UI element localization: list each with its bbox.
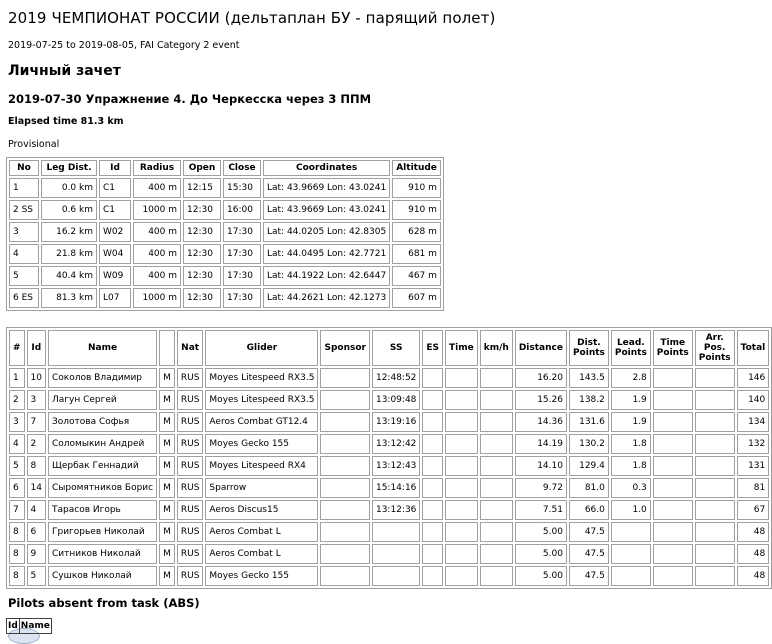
table-row [9, 522, 769, 542]
table-cell: 1.0 [611, 500, 651, 520]
column-header: Glider [205, 330, 318, 366]
table-cell: 14.19 [515, 434, 567, 454]
column-header: Id [7, 619, 20, 634]
table-cell: 143.5 [569, 368, 609, 388]
table-cell: Aeros Combat GT12.4 [205, 412, 318, 432]
table-cell [422, 522, 443, 542]
table-cell: 13:09:48 [372, 390, 420, 410]
table-row [9, 434, 769, 454]
table-cell [480, 544, 513, 564]
table-row [9, 200, 441, 220]
table-cell: 2 SS [9, 200, 39, 220]
table-cell: 400 m [133, 178, 181, 198]
table-cell: 47.5 [569, 566, 609, 586]
table-cell: 2.8 [611, 368, 651, 388]
column-header: Leg Dist. [41, 160, 97, 176]
table-cell [320, 456, 370, 476]
column-header: # [9, 330, 25, 366]
table-cell: 21.8 km [41, 244, 97, 264]
table-cell: W02 [99, 222, 131, 242]
table-cell: 9 [27, 544, 46, 564]
table-cell: 3 [9, 412, 25, 432]
section-title: Личный зачет [8, 63, 121, 79]
table-cell [653, 478, 693, 498]
table-cell: M [159, 412, 175, 432]
table-cell: M [159, 522, 175, 542]
table-cell: 5.00 [515, 544, 567, 564]
table-cell: RUS [177, 368, 204, 388]
table-cell [422, 544, 443, 564]
table-cell [422, 434, 443, 454]
table-cell: 13:12:43 [372, 456, 420, 476]
column-header: Arr. Pos. Points [695, 330, 735, 366]
event-dates: 2019-07-25 to 2019-08-05, FAI Category 2 event [8, 40, 240, 51]
page-title: 2019 ЧЕМПИОНАТ РОССИИ (дельтаплан БУ - парящий полет) [8, 9, 496, 27]
table-cell: Сушков Николай [48, 566, 157, 586]
table-cell [653, 500, 693, 520]
table-cell: RUS [177, 566, 204, 586]
table-row [9, 244, 441, 264]
table-cell: 12:48:52 [372, 368, 420, 388]
table-cell: 138.2 [569, 390, 609, 410]
table-cell [480, 412, 513, 432]
table-cell: 12:15 [183, 178, 221, 198]
table-cell: 7 [27, 412, 46, 432]
table-cell: 17:30 [223, 288, 261, 308]
table-cell [320, 412, 370, 432]
table-cell [653, 434, 693, 454]
table-cell [320, 478, 370, 498]
table-row [9, 566, 769, 586]
table-cell [320, 522, 370, 542]
table-cell: 81 [737, 478, 770, 498]
table-cell [445, 500, 478, 520]
table-cell: 134 [737, 412, 770, 432]
table-cell: 40.4 km [41, 266, 97, 286]
table-row [9, 500, 769, 520]
column-header: No [9, 160, 39, 176]
table-cell: RUS [177, 544, 204, 564]
status-label: Provisional [8, 139, 60, 150]
table-cell: 6 ES [9, 288, 39, 308]
table-cell: 6 [9, 478, 25, 498]
table-row [9, 178, 441, 198]
table-cell: Lat: 44.1922 Lon: 42.6447 [263, 266, 390, 286]
table-cell: 3 [27, 390, 46, 410]
table-cell [695, 566, 735, 586]
table-cell: C1 [99, 200, 131, 220]
column-header: Nat [177, 330, 204, 366]
table-cell: 1.9 [611, 390, 651, 410]
column-header: Id [27, 330, 46, 366]
column-header: Time [445, 330, 478, 366]
table-cell: 467 m [392, 266, 441, 286]
table-cell: Aeros Combat L [205, 544, 318, 564]
table-cell [445, 368, 478, 388]
column-header: Open [183, 160, 221, 176]
table-cell [611, 522, 651, 542]
table-cell: Lat: 44.0205 Lon: 42.8305 [263, 222, 390, 242]
table-cell [480, 522, 513, 542]
table-cell: Тарасов Игорь [48, 500, 157, 520]
table-cell: 48 [737, 566, 770, 586]
turnpoints-table [6, 157, 444, 311]
table-row [9, 456, 769, 476]
table-cell: 13:12:42 [372, 434, 420, 454]
table-cell: RUS [177, 522, 204, 542]
table-cell: W04 [99, 244, 131, 264]
table-cell: M [159, 434, 175, 454]
column-header: Sponsor [320, 330, 370, 366]
table-cell: Aeros Combat L [205, 522, 318, 542]
table-cell [445, 412, 478, 432]
table-row [9, 478, 769, 498]
table-cell: 14.10 [515, 456, 567, 476]
table-cell: 2 [9, 390, 25, 410]
table-cell [480, 500, 513, 520]
table-cell [611, 566, 651, 586]
column-header: Radius [133, 160, 181, 176]
table-cell [653, 544, 693, 564]
table-cell [422, 456, 443, 476]
table-cell: 13:19:16 [372, 412, 420, 432]
table-row [9, 222, 441, 242]
elapsed-time: Elapsed time 81.3 km [8, 116, 124, 127]
table-cell: 66.0 [569, 500, 609, 520]
table-cell [480, 434, 513, 454]
table-cell [372, 544, 420, 564]
table-cell [372, 566, 420, 586]
table-row [9, 544, 769, 564]
table-cell: Lat: 43.9669 Lon: 43.0241 [263, 200, 390, 220]
table-cell: 12:30 [183, 222, 221, 242]
table-cell [320, 544, 370, 564]
table-cell: 5.00 [515, 566, 567, 586]
table-cell: 910 m [392, 178, 441, 198]
table-cell: Moyes Litespeed RX4 [205, 456, 318, 476]
table-cell: 4 [27, 500, 46, 520]
table-cell: 17:30 [223, 222, 261, 242]
table-cell: 681 m [392, 244, 441, 264]
table-cell: Moyes Gecko 155 [205, 434, 318, 454]
table-cell: Lat: 44.2621 Lon: 42.1273 [263, 288, 390, 308]
table-cell [480, 566, 513, 586]
table-cell: RUS [177, 412, 204, 432]
table-cell [320, 566, 370, 586]
table-cell: RUS [177, 478, 204, 498]
table-cell [445, 390, 478, 410]
table-cell: 17:30 [223, 266, 261, 286]
table-cell: 67 [737, 500, 770, 520]
table-cell [695, 522, 735, 542]
table-row [9, 412, 769, 432]
table-cell [653, 522, 693, 542]
table-cell [695, 478, 735, 498]
table-cell: M [159, 478, 175, 498]
table-cell: 16:00 [223, 200, 261, 220]
table-cell: 48 [737, 522, 770, 542]
table-cell: 1000 m [133, 288, 181, 308]
turnpoints-body [9, 178, 441, 308]
table-cell: 81.3 km [41, 288, 97, 308]
table-cell [320, 390, 370, 410]
column-header: km/h [480, 330, 513, 366]
table-cell [695, 434, 735, 454]
table-cell: 1 [9, 368, 25, 388]
table-cell: 17:30 [223, 244, 261, 264]
table-cell: 400 m [133, 244, 181, 264]
table-cell [480, 390, 513, 410]
table-cell: 131 [737, 456, 770, 476]
task-title: 2019-07-30 Упражнение 4. До Черкесска через 3 ППМ [8, 92, 372, 106]
table-cell: 0.3 [611, 478, 651, 498]
table-cell: Moyes Gecko 155 [205, 566, 318, 586]
table-cell: 13:12:36 [372, 500, 420, 520]
table-cell [695, 390, 735, 410]
table-cell: 7 [9, 500, 25, 520]
table-cell [422, 500, 443, 520]
table-cell: C1 [99, 178, 131, 198]
table-cell [320, 500, 370, 520]
table-cell: 129.4 [569, 456, 609, 476]
table-cell: Lat: 44.0495 Lon: 42.7721 [263, 244, 390, 264]
table-cell: 7.51 [515, 500, 567, 520]
table-cell [653, 456, 693, 476]
table-cell: 1.9 [611, 412, 651, 432]
absent-header-row [7, 619, 52, 634]
table-cell [695, 368, 735, 388]
table-cell [445, 478, 478, 498]
table-cell [653, 566, 693, 586]
table-cell: 910 m [392, 200, 441, 220]
table-cell: 140 [737, 390, 770, 410]
table-cell: 628 m [392, 222, 441, 242]
table-cell: 3 [9, 222, 39, 242]
table-cell: 5 [9, 456, 25, 476]
table-cell: 2 [27, 434, 46, 454]
table-cell: Moyes Litespeed RX3.5 [205, 368, 318, 388]
table-cell: 47.5 [569, 522, 609, 542]
table-row [9, 390, 769, 410]
table-cell: 5 [27, 566, 46, 586]
table-cell [445, 522, 478, 542]
column-header: Total [737, 330, 770, 366]
table-cell: Сыромятников Борис [48, 478, 157, 498]
table-cell [695, 456, 735, 476]
table-cell: 12:30 [183, 266, 221, 286]
column-header: Name [19, 619, 51, 634]
table-cell: 48 [737, 544, 770, 564]
table-cell: 16.2 km [41, 222, 97, 242]
table-cell: Lat: 43.9669 Lon: 43.0241 [263, 178, 390, 198]
table-cell: Золотова Софья [48, 412, 157, 432]
table-cell: M [159, 566, 175, 586]
table-cell: 12:30 [183, 244, 221, 264]
table-cell [445, 434, 478, 454]
table-cell: 5.00 [515, 522, 567, 542]
table-cell: 5 [9, 266, 39, 286]
table-cell: 4 [9, 244, 39, 264]
table-cell: 8 [27, 456, 46, 476]
table-cell: 81.0 [569, 478, 609, 498]
table-row [9, 288, 441, 308]
table-cell: Moyes Litespeed RX3.5 [205, 390, 318, 410]
column-header: Time Points [653, 330, 693, 366]
results-body [9, 368, 769, 586]
table-cell: 0.6 km [41, 200, 97, 220]
table-cell: 400 m [133, 266, 181, 286]
table-cell: 15:14:16 [372, 478, 420, 498]
absent-title: Pilots absent from task (ABS) [8, 596, 200, 610]
table-cell: 1 [9, 178, 39, 198]
table-cell: L07 [99, 288, 131, 308]
column-header: Lead. Points [611, 330, 651, 366]
table-cell [480, 456, 513, 476]
table-cell: 130.2 [569, 434, 609, 454]
table-cell: 146 [737, 368, 770, 388]
table-row [9, 368, 769, 388]
table-cell [422, 412, 443, 432]
table-cell: Соколов Владимир [48, 368, 157, 388]
table-cell: 14 [27, 478, 46, 498]
table-cell: 12:30 [183, 200, 221, 220]
table-cell: M [159, 544, 175, 564]
table-cell: M [159, 368, 175, 388]
absent-table [6, 618, 52, 634]
table-cell: Григорьев Николай [48, 522, 157, 542]
table-cell: 1.8 [611, 456, 651, 476]
table-cell: 1.8 [611, 434, 651, 454]
table-cell: 6 [27, 522, 46, 542]
table-cell [445, 566, 478, 586]
table-cell [695, 544, 735, 564]
table-cell [445, 544, 478, 564]
table-cell: 400 m [133, 222, 181, 242]
table-cell: Щербак Геннадий [48, 456, 157, 476]
table-cell [320, 434, 370, 454]
table-cell: RUS [177, 390, 204, 410]
column-header: SS [372, 330, 420, 366]
table-cell: M [159, 390, 175, 410]
table-cell: 12:30 [183, 288, 221, 308]
table-cell: 8 [9, 544, 25, 564]
table-cell: 10 [27, 368, 46, 388]
column-header: Close [223, 160, 261, 176]
table-cell: 132 [737, 434, 770, 454]
table-cell: Соломыкин Андрей [48, 434, 157, 454]
table-cell [422, 368, 443, 388]
table-cell: W09 [99, 266, 131, 286]
table-cell [653, 412, 693, 432]
table-cell: M [159, 456, 175, 476]
table-cell [320, 368, 370, 388]
table-cell: 0.0 km [41, 178, 97, 198]
column-header: Name [48, 330, 157, 366]
table-cell [480, 368, 513, 388]
table-cell [422, 478, 443, 498]
table-cell: Лагун Сергей [48, 390, 157, 410]
table-cell [480, 478, 513, 498]
table-cell [695, 412, 735, 432]
table-cell: 9.72 [515, 478, 567, 498]
table-cell: RUS [177, 434, 204, 454]
table-cell [372, 522, 420, 542]
table-cell [653, 390, 693, 410]
table-cell: 4 [9, 434, 25, 454]
table-cell: RUS [177, 456, 204, 476]
column-header: ES [422, 330, 443, 366]
table-cell: RUS [177, 500, 204, 520]
table-cell: 607 m [392, 288, 441, 308]
table-cell: Aeros Discus15 [205, 500, 318, 520]
table-cell: 8 [9, 522, 25, 542]
table-cell: M [159, 500, 175, 520]
column-header [159, 330, 175, 366]
table-cell: 8 [9, 566, 25, 586]
table-cell: 14.36 [515, 412, 567, 432]
table-cell [611, 544, 651, 564]
table-cell [422, 390, 443, 410]
column-header: Dist. Points [569, 330, 609, 366]
table-cell: 1000 m [133, 200, 181, 220]
table-cell [695, 500, 735, 520]
table-cell: 16.20 [515, 368, 567, 388]
table-cell: 15:30 [223, 178, 261, 198]
results-header-row [9, 330, 769, 366]
column-header: Altitude [392, 160, 441, 176]
table-cell [653, 368, 693, 388]
table-cell: Ситников Николай [48, 544, 157, 564]
column-header: Coordinates [263, 160, 390, 176]
table-cell: 131.6 [569, 412, 609, 432]
table-cell: 15.26 [515, 390, 567, 410]
table-cell: Sparrow [205, 478, 318, 498]
column-header: Id [99, 160, 131, 176]
table-cell: 47.5 [569, 544, 609, 564]
turnpoints-header-row [9, 160, 441, 176]
column-header: Distance [515, 330, 567, 366]
table-row [9, 266, 441, 286]
table-cell [422, 566, 443, 586]
results-table [6, 327, 772, 589]
table-cell [445, 456, 478, 476]
